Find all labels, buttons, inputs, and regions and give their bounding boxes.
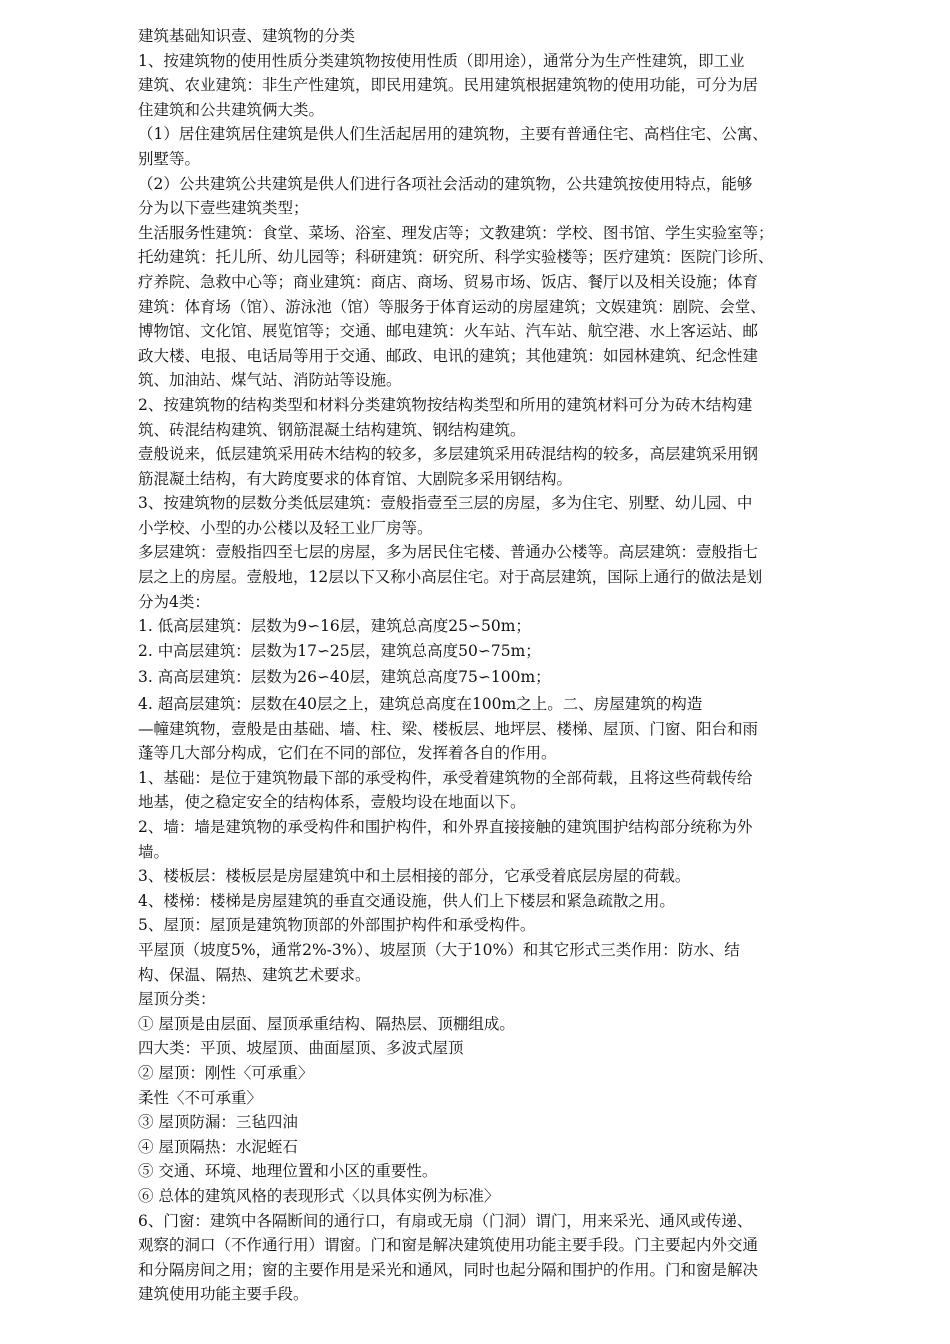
text-line: ⑥ 总体的建筑风格的表现形式〈以具体实例为标准〉 [138,1186,500,1205]
text-line: 住建筑和公共建筑俩大类。 [138,100,325,119]
text-line: 筋混凝土结构，有大跨度要求的体育馆、大剧院多采用钢结构。 [138,469,573,488]
text-line: 3、楼板层：楼板层是房屋建筑中和土层相接的部分，它承受着底层房屋的荷载。 [138,867,691,886]
text-line: 观察的洞口（不作通行用）谓窗。门和窗是解决建筑使用功能主要手段。门主要起内外交通 [138,1236,759,1255]
text-line: 2. 中高层建筑：层数为17∽25层，建筑总高度50∽75m； [138,641,541,660]
text-line: 和分隔房间之用；窗的主要作用是采光和通风，同时也起分隔和围护的作用。门和窗是解决 [138,1260,759,1279]
text-line: 蓬等几大部分构成，它们在不同的部位，发挥着各自的作用。 [138,744,557,763]
text-line: 2、墙：墙是建筑物的承受构件和围护构件，和外界直接接触的建筑围护结构部分统称为外 [138,818,753,836]
text-line: ⑤ 交通、环境、地理位置和小区的重要性。 [138,1162,438,1181]
text-line: 柔性〈不可承重〉 [138,1088,263,1107]
text-line: ④ 屋顶隔热：水泥蛭石 [138,1137,298,1156]
text-line: 6、门窗：建筑中各隔断间的通行口，有扇或无扇（门洞）谓门，用来采光、通风或传递、 [138,1211,753,1230]
text-line: 分为以下壹些建筑类型； [138,199,309,218]
text-line: 2、按建筑物的结构类型和材料分类建筑物按结构类型和所用的建筑材料可分为砖木结构建 [138,395,753,414]
text-line: 四大类：平顶、坡屋顶、曲面屋顶、多波式屋顶 [138,1039,464,1058]
text-line: —幢建筑物，壹般是由基础、墙、柱、梁、楼板层、地坪层、楼梯、屋顶、门窗、阳台和雨 [138,719,759,738]
text-line: 筑、加油站、煤气站、消防站等设施。 [138,371,402,390]
text-line: 建筑使用功能主要手段。 [138,1285,309,1304]
text-line: 别墅等。 [138,149,201,168]
text-line: 4. 超高层建筑：层数在40层之上，建筑总高度在100m之上。二、房屋建筑的构造 [138,695,703,714]
text-line: 生活服务性建筑：食堂、菜场、浴室、理发店等；文教建筑：学校、图书馆、学生实验室等； [138,223,774,242]
text-line: 地基，使之稳定安全的结构体系，壹般均设在地面以下。 [138,793,526,812]
text-line: 分为4类： [138,592,210,611]
text-line: （2）公共建筑公共建筑是供人们进行各项社会活动的建筑物，公共建筑按使用特点，能够 [138,174,753,193]
text-line: 3、按建筑物的层数分类低层建筑：壹般指壹至三层的房屋，多为住宅、别墅、幼儿园、中 [138,494,753,513]
text-line: 建筑：体育场（馆）、游泳池（馆）等服务于体育运动的房屋建筑；文娱建筑：剧院、会堂、 [138,297,766,316]
text-line: （1）居住建筑居住建筑是供人们生活起居用的建筑物，主要有普通住宅、高档住宅、公寓、 [138,125,768,144]
text-line: ① 屋顶是由层面、屋顶承重结构、隔热层、顶棚组成。 [138,1014,515,1033]
text-line: 疗养院、急救中心等；商业建筑：商店、商场、贸易市场、饭店、餐厅以及相关设施；体育 [138,272,759,291]
text-line: 构、保温、隔热、建筑艺术要求。 [138,965,371,984]
text-line: 1. 低高层建筑：层数为9∽16层，建筑总高度25∽50m； [138,617,531,636]
text-line: ③ 屋顶防漏：三毡四油 [138,1113,298,1132]
text-line: 多层建筑：壹般指四至七层的房屋，多为居民住宅楼、普通办公楼等。高层建筑：壹般指七 [138,543,759,562]
text-line: 1、基础：是位于建筑物最下部的承受构件，承受着建筑物的全部荷载，且将这些荷载传给 [138,768,753,787]
text-line: 层之上的房屋。壹般地，12层以下又称小高层住宅。对于高层建筑，国际上通行的做法是划 [138,568,763,587]
text-line: 1、按建筑物的使用性质分类建筑物按使用性质（即用途），通常分为生产性建筑，即工业 [138,51,745,70]
text-line: 筑、砖混结构建筑、钢筋混凝土结构建筑、钢结构建筑。 [138,420,526,439]
text-line: 5、屋顶：屋顶是建筑物顶部的外部围护构件和承受构件。 [138,916,536,935]
text-line: 博物馆、文化馆、展览馆等；交通、邮电建筑：火车站、汽车站、航空港、水上客运站、邮 [138,322,759,341]
text-line: 平屋顶（坡度5%，通常2%-3%）、坡屋顶（大于10%）和其它形式三类作用：防水、结 [138,940,740,959]
text-line: 政大楼、电报、电话局等用于交通、邮政、电讯的建筑；其他建筑：如园林建筑、纪念性建 [138,346,759,365]
text-line: 托幼建筑：托儿所、幼儿园等；科研建筑：研究所、科学实验楼等；医疗建筑：医院门诊所、 [138,248,774,267]
text-line: ② 屋顶：刚性〈可承重〉 [138,1063,314,1082]
text-line: 建筑、农业建筑：非生产性建筑，即民用建筑。民用建筑根据建筑物的使用功能，可分为居 [138,76,759,95]
text-line: 4、楼梯：楼梯是房屋建筑的垂直交通设施，供人们上下楼层和紧急疏散之用。 [138,891,675,910]
text-line: 屋顶分类： [138,990,216,1009]
text-line: 壹般说来，低层建筑采用砖木结构的较多，多层建筑采用砖混结构的较多，高层建筑采用钢 [138,445,759,464]
text-line: 小学校、小型的办公楼以及轻工业厂房等。 [138,518,433,537]
text-line: 墙。 [138,842,170,861]
text-line: 建筑基础知识壹、建筑物的分类 [138,27,356,45]
document-body [138,24,828,1307]
text-line: 3. 高高层建筑：层数为26∽40层，建筑总高度75∽100m； [138,668,551,687]
